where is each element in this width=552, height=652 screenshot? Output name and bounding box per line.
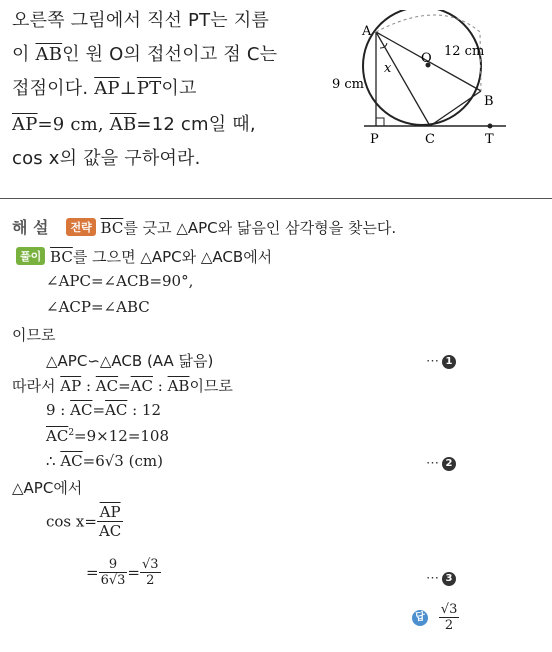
segment-ab: $\overline{AB}$ bbox=[109, 114, 137, 135]
frac-numerator: $\overline{AP}$ bbox=[97, 503, 123, 522]
solution-text: 9 : bbox=[46, 401, 71, 419]
segment-ap: $\overline{AP}$ bbox=[60, 377, 82, 395]
answer-fraction bbox=[439, 602, 460, 633]
frac-numerator: 9 bbox=[99, 557, 128, 573]
label-t: T bbox=[485, 132, 494, 147]
segment-bc: $\overline{BC}$ bbox=[50, 248, 73, 266]
colon: : bbox=[152, 377, 168, 395]
segment-ac: $\overline{AC}$ bbox=[95, 377, 119, 395]
solution-tag: 풀이 bbox=[16, 247, 45, 265]
segment-pt: $\overline{PT}$ bbox=[136, 78, 162, 99]
step-number: 2 bbox=[442, 457, 456, 471]
solution-header: 해 설 bbox=[12, 218, 49, 237]
solution-line-8 bbox=[46, 427, 169, 445]
right-angle-mark bbox=[376, 118, 384, 126]
problem-text: 이 bbox=[12, 44, 36, 65]
ellipsis: ⋯ bbox=[426, 571, 440, 586]
fraction-9-6root3 bbox=[99, 557, 128, 588]
label-b: B bbox=[484, 94, 494, 109]
label-p: P bbox=[370, 132, 379, 147]
segment-bc-line bbox=[430, 91, 481, 126]
solution-line-2: ∠APC=∠ACB=90°, bbox=[46, 272, 194, 290]
segment-ac: $\overline{AC}$ bbox=[130, 377, 153, 395]
frac-denominator: AC bbox=[98, 522, 122, 540]
step-marker-2 bbox=[426, 452, 456, 471]
problem-text: =12 cm일 때, bbox=[136, 114, 256, 135]
solution-line-1 bbox=[16, 246, 272, 267]
fraction-root3-2 bbox=[140, 557, 161, 588]
answer-tag: 답 bbox=[412, 610, 428, 626]
frac-denominator: 2 bbox=[444, 618, 454, 633]
exponent: 2 bbox=[68, 428, 75, 438]
segment-ac: $\overline{AC}$ bbox=[46, 427, 69, 445]
circle-o bbox=[363, 10, 481, 125]
solution-line-10: △APC에서 bbox=[12, 479, 83, 497]
equals: = bbox=[92, 401, 106, 419]
problem-line-1 bbox=[12, 6, 269, 36]
solution-line-5 bbox=[46, 350, 213, 371]
label-a: A bbox=[362, 24, 372, 39]
problem-line-3 bbox=[12, 74, 197, 104]
problem-text: cos x의 값을 구하여라. bbox=[12, 148, 201, 169]
section-divider bbox=[0, 198, 552, 199]
step-marker-3 bbox=[426, 567, 456, 586]
equals: = bbox=[86, 563, 99, 582]
label-12cm: 12 cm bbox=[444, 44, 485, 59]
solution-text: 따라서 bbox=[12, 377, 61, 395]
solution-line-6 bbox=[12, 375, 233, 396]
answer-row bbox=[412, 602, 459, 633]
problem-line-5 bbox=[12, 144, 201, 174]
ellipsis: ⋯ bbox=[426, 354, 440, 369]
problem-text: 인 원 O의 접선이고 점 C는 bbox=[62, 44, 278, 65]
strategy-tag: 전략 bbox=[66, 218, 95, 236]
cos-lhs: cos x= bbox=[46, 512, 97, 531]
segment-ac: $\overline{AC}$ bbox=[70, 401, 93, 419]
step-marker-1 bbox=[426, 350, 456, 369]
segment-ac: $\overline{AC}$ bbox=[60, 452, 83, 470]
problem-text: 접점이다. bbox=[12, 78, 95, 99]
solution-text: 이므로 bbox=[189, 377, 233, 395]
problem-line-2 bbox=[12, 40, 277, 70]
ellipsis: ⋯ bbox=[426, 456, 440, 471]
problem-line-4 bbox=[12, 110, 256, 140]
solution-text: : 12 bbox=[127, 401, 162, 419]
problem-text: =9 cm, bbox=[37, 114, 110, 135]
perp-symbol: ⊥ bbox=[119, 78, 137, 99]
frac-numerator: √3 bbox=[440, 602, 458, 617]
segment-ap: $\overline{AP}$ bbox=[94, 78, 120, 99]
label-o: O bbox=[421, 51, 432, 66]
solution-line-4: 이므로 bbox=[12, 326, 56, 344]
solution-text: =6√3 (cm) bbox=[82, 452, 163, 470]
solution-header-row bbox=[12, 215, 396, 238]
frac-denominator: 6√3 bbox=[100, 573, 126, 588]
cos-equation bbox=[46, 503, 123, 540]
segment-ab: $\overline{AB}$ bbox=[35, 44, 63, 65]
label-x: x bbox=[384, 61, 392, 76]
frac-denominator: 2 bbox=[146, 573, 155, 588]
solution-text: =9×12=108 bbox=[74, 427, 170, 445]
problem-text: 오른쪽 그림에서 직선 PT는 지름 bbox=[12, 10, 269, 31]
step-number: 1 bbox=[442, 355, 456, 369]
cos-equation-2 bbox=[86, 557, 161, 588]
label-c: C bbox=[425, 132, 435, 147]
equals: = bbox=[118, 377, 131, 395]
frac-numerator: √3 bbox=[141, 557, 159, 572]
solution-line-9 bbox=[46, 452, 163, 470]
solution-line-7 bbox=[46, 401, 161, 419]
label-9cm: 9 cm bbox=[332, 77, 365, 92]
segment-ap: $\overline{AP}$ bbox=[12, 114, 38, 135]
problem-text: 이고 bbox=[161, 78, 197, 99]
segment-bc: $\overline{BC}$ bbox=[100, 219, 124, 237]
solution-text: △APC∽△ACB (AA 닮음) bbox=[46, 352, 214, 370]
fraction-ap-ac bbox=[97, 503, 123, 540]
segment-ab: $\overline{AB}$ bbox=[167, 377, 190, 395]
step-number: 3 bbox=[442, 572, 456, 586]
solution-line-3: ∠ACP=∠ABC bbox=[46, 298, 150, 316]
geometry-figure bbox=[330, 10, 542, 160]
strategy-text: 를 긋고 △APC와 닮음인 삼각형을 찾는다. bbox=[123, 219, 397, 237]
point-t bbox=[488, 124, 493, 129]
segment-ac: $\overline{AC}$ bbox=[105, 401, 128, 419]
therefore-symbol: ∴ bbox=[46, 452, 61, 470]
colon: : bbox=[81, 377, 96, 395]
equals: = bbox=[127, 563, 140, 582]
solution-text: 를 그으면 △APC와 △ACB에서 bbox=[72, 248, 273, 266]
